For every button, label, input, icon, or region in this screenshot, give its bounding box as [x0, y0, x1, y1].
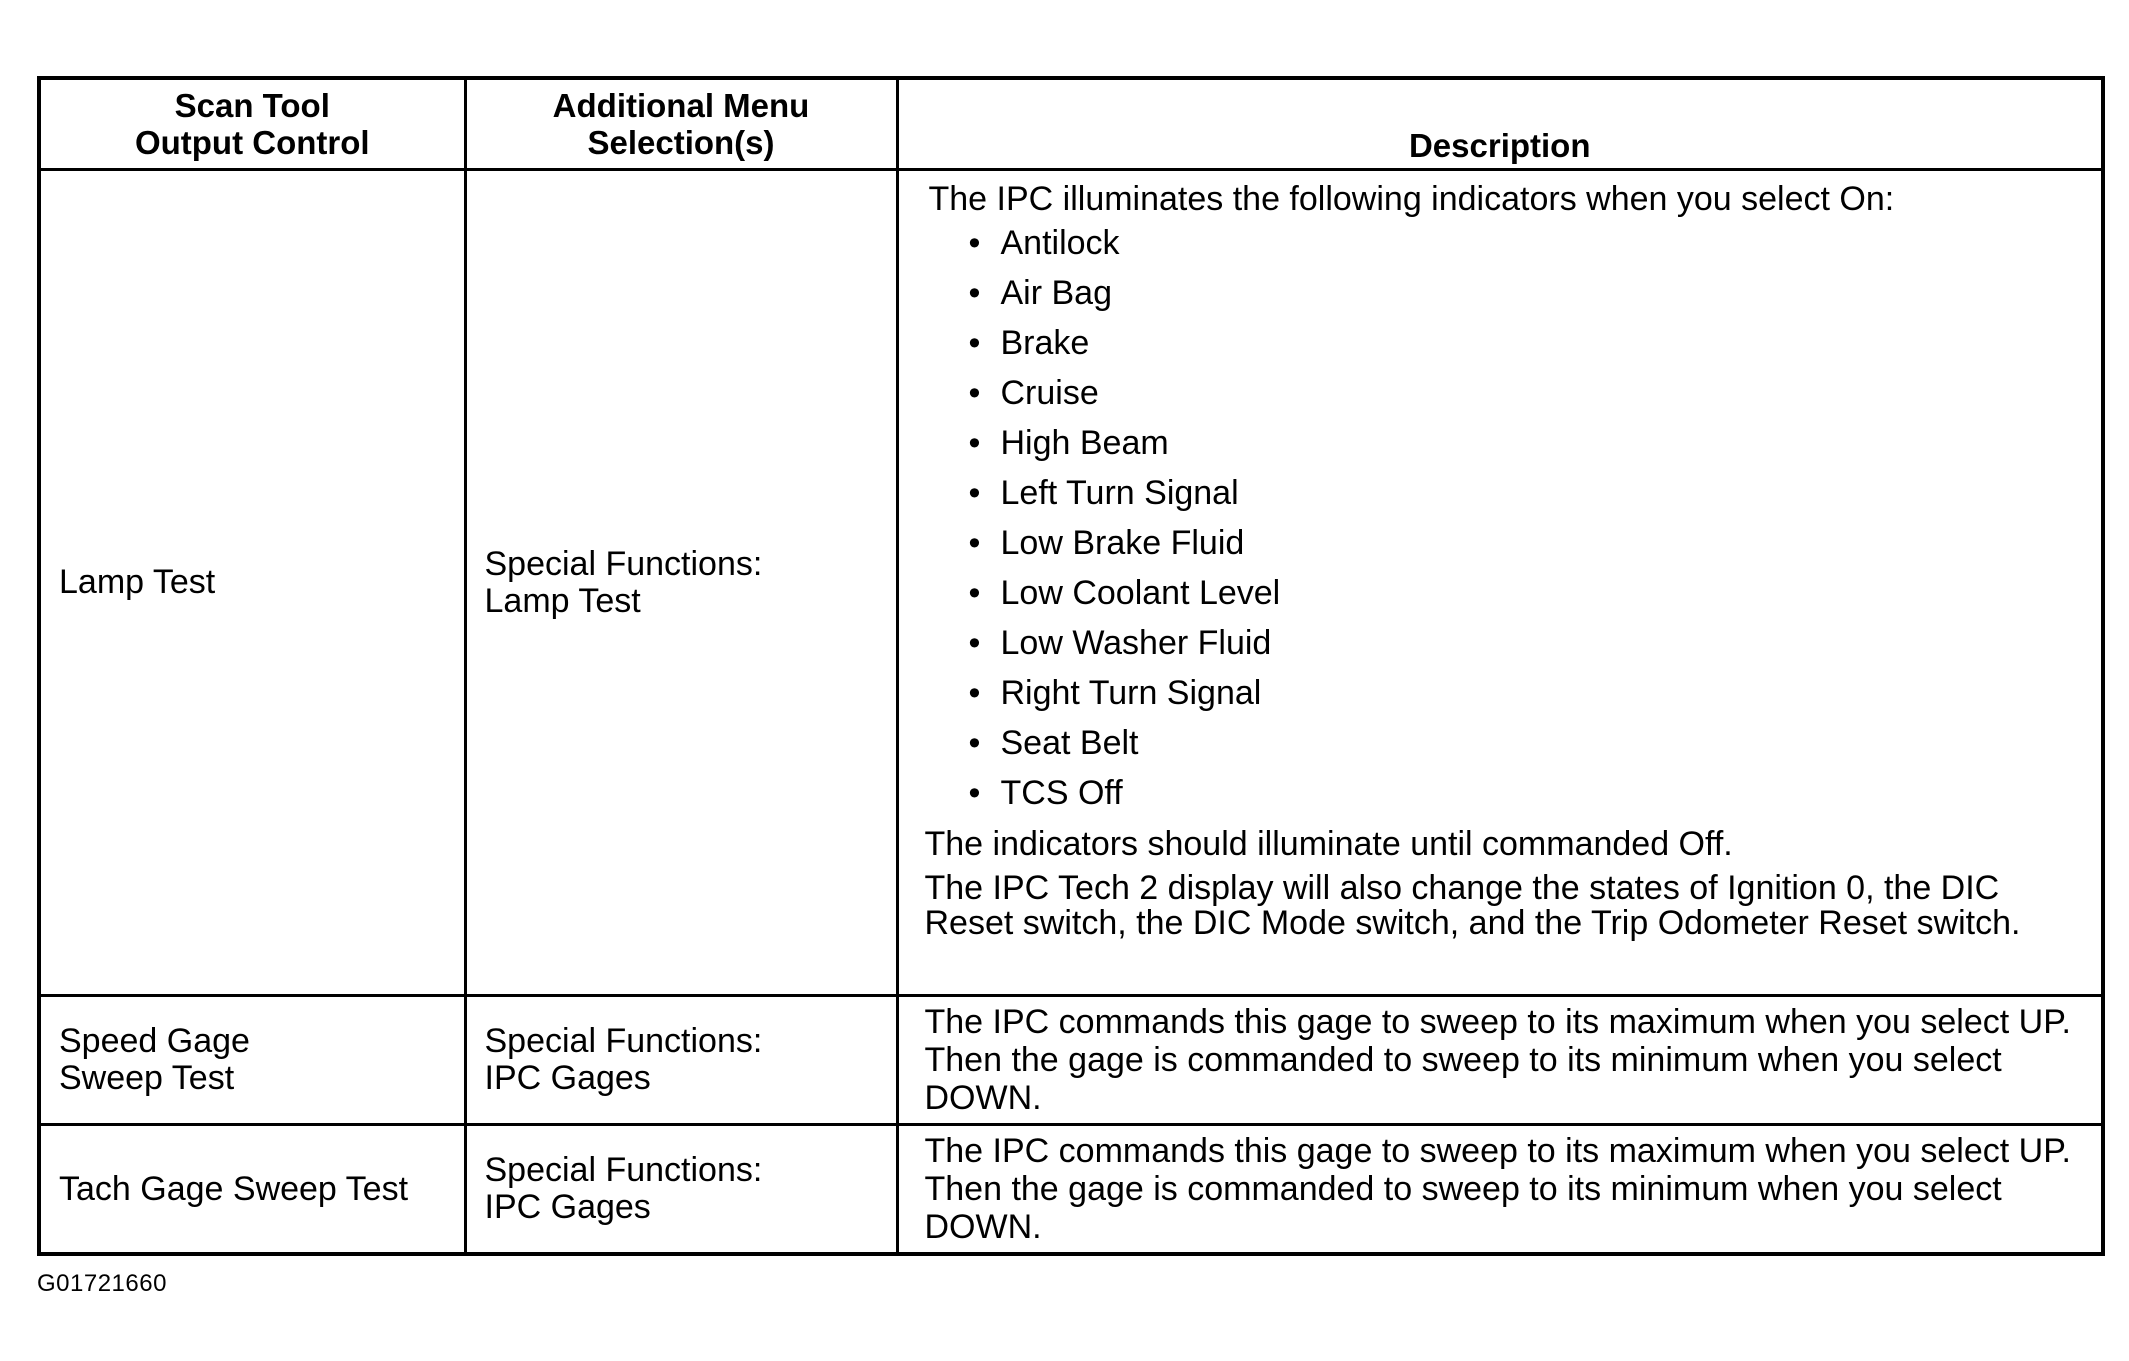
description-paragraph: The indicators should illuminate until commanded Off.: [924, 825, 1733, 863]
list-item: [969, 268, 2102, 318]
output-control-line: Sweep Test: [59, 1059, 235, 1097]
bullet-icon: •: [968, 374, 981, 412]
list-item-text: TCS Off: [1000, 774, 1123, 812]
bullet-icon: •: [968, 674, 981, 712]
bullet-icon: •: [968, 574, 981, 612]
output-control-text: [41, 1023, 464, 1097]
header-additional-menu-selections: [465, 78, 897, 170]
menu-selection-cell: [465, 1125, 897, 1255]
output-control-text: Tach Gage Sweep Test: [59, 1169, 409, 1208]
list-item: [969, 518, 2102, 568]
bullet-icon: •: [968, 624, 981, 662]
menu-selection-line: IPC Gages: [484, 1059, 651, 1097]
list-item-text: Low Brake Fluid: [1000, 524, 1245, 562]
menu-selection-cell: [465, 996, 897, 1125]
menu-selection-line: Special Functions:: [484, 544, 763, 583]
list-item: [969, 718, 2102, 768]
list-item: [969, 618, 2102, 668]
bullet-icon: •: [968, 474, 981, 512]
list-item-text: Brake: [1000, 324, 1090, 362]
list-item: [969, 418, 2102, 468]
menu-selection-text: [467, 1152, 896, 1226]
header-line: Output Control: [134, 124, 370, 161]
list-item-text: Low Washer Fluid: [1000, 624, 1272, 662]
table-header-row: [39, 78, 2103, 170]
list-item-text: Air Bag: [1000, 274, 1112, 312]
list-item: [969, 368, 2102, 418]
menu-selection-line: IPC Gages: [484, 1188, 651, 1226]
indicator-list: [899, 218, 2102, 818]
description-cell: [897, 170, 2103, 996]
menu-selection-line: Special Functions:: [484, 1022, 763, 1060]
list-item-text: Cruise: [1000, 374, 1099, 412]
output-control-cell: [39, 996, 465, 1125]
description-cell: [897, 1125, 2103, 1255]
list-item: [969, 568, 2102, 618]
output-control-text: Lamp Test: [59, 563, 216, 601]
list-item: [969, 768, 2102, 818]
bullet-icon: •: [968, 774, 981, 812]
list-item: [969, 668, 2102, 718]
list-item: [969, 218, 2102, 268]
list-item-text: High Beam: [1000, 424, 1169, 462]
figure-id: G01721660: [37, 1270, 167, 1297]
bullet-icon: •: [968, 524, 981, 562]
output-control-line: Speed Gage: [59, 1022, 250, 1060]
list-item: [969, 318, 2102, 368]
output-control-cell: [39, 170, 465, 996]
output-control-table: [37, 76, 2105, 1256]
description-paragraph: The IPC Tech 2 display will also change the states of Ignition 0, the DIC Reset switch, the DIC Mode switch, and the Trip Odometer Reset switch.: [924, 869, 2021, 942]
menu-selection-text: [467, 546, 896, 620]
output-control-cell: [39, 1125, 465, 1255]
header-description: Description: [897, 78, 2103, 170]
list-item-text: Antilock: [1000, 224, 1120, 262]
menu-selection-line: Special Functions:: [484, 1151, 763, 1189]
description-text: The IPC commands this gage to sweep to its maximum when you select UP. Then the gage is commanded to sweep to its minimum when you select DOWN.: [924, 1003, 2071, 1117]
list-item-text: Left Turn Signal: [1000, 474, 1239, 512]
header-line: Selection(s): [587, 124, 775, 161]
description-intro: The IPC illuminates the following indicators when you select On:: [928, 180, 1895, 218]
table-row: [39, 170, 2103, 996]
list-item-text: Seat Belt: [1000, 724, 1139, 762]
bullet-icon: •: [968, 424, 981, 462]
table-row: [39, 1125, 2103, 1255]
menu-selection-cell: [465, 170, 897, 996]
description-text: The IPC commands this gage to sweep to its maximum when you select UP. Then the gage is commanded to sweep to its minimum when you select DOWN.: [924, 1132, 2071, 1246]
menu-selection-line: Lamp Test: [484, 581, 641, 620]
list-item: [969, 468, 2102, 518]
table-row: [39, 996, 2103, 1125]
bullet-icon: •: [968, 224, 981, 262]
header-scan-tool-output-control: [39, 78, 465, 170]
bullet-icon: •: [968, 274, 981, 312]
list-item-text: Low Coolant Level: [1000, 574, 1281, 612]
header-line: Scan Tool: [174, 87, 330, 124]
bullet-icon: •: [968, 324, 981, 362]
menu-selection-text: [467, 1023, 896, 1097]
header-line: Additional Menu: [552, 87, 810, 124]
list-item-text: Right Turn Signal: [1000, 674, 1262, 712]
bullet-icon: •: [968, 724, 981, 762]
description-cell: [897, 996, 2103, 1125]
